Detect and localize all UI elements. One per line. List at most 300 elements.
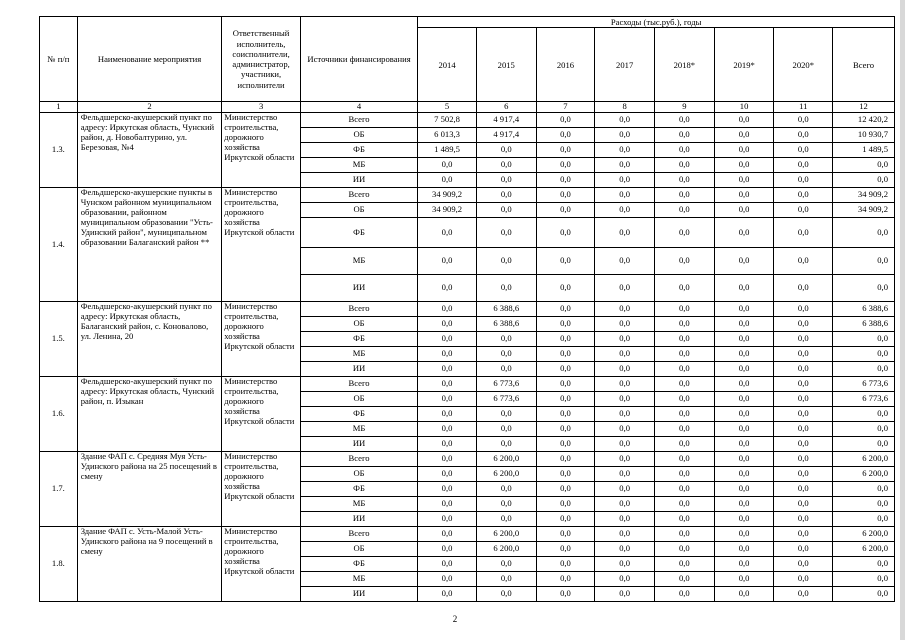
- header-expenses: Расходы (тыс.руб.), годы: [418, 17, 895, 28]
- year-value: 0,0: [418, 317, 477, 332]
- year-value: 0,0: [774, 332, 833, 347]
- year-value: 0,0: [536, 317, 595, 332]
- year-value: 0,0: [774, 482, 833, 497]
- responsible-executor: Министерство строительства, дорожного хозяйства Иркутской области: [222, 188, 301, 302]
- year-value: 0,0: [595, 143, 655, 158]
- year-value: 0,0: [418, 572, 477, 587]
- year-value: 6 200,0: [476, 542, 536, 557]
- total-value: 34 909,2: [833, 188, 895, 203]
- year-value: 0,0: [536, 572, 595, 587]
- scan-edge: [900, 0, 905, 640]
- year-value: 0,0: [774, 512, 833, 527]
- year-value: 0,0: [595, 317, 655, 332]
- funding-source: ФБ: [300, 143, 417, 158]
- year-value: 0,0: [655, 248, 715, 275]
- year-value: 0,0: [418, 467, 477, 482]
- funding-source: МБ: [300, 497, 417, 512]
- year-value: 0,0: [595, 497, 655, 512]
- year-value: 0,0: [476, 497, 536, 512]
- total-value: 6 200,0: [833, 527, 895, 542]
- header-year: 2017: [595, 28, 655, 102]
- total-value: 0,0: [833, 332, 895, 347]
- responsible-executor: Министерство строительства, дорожного хозяйства Иркутской области: [222, 302, 301, 377]
- funding-source: Всего: [300, 452, 417, 467]
- year-value: 0,0: [714, 128, 774, 143]
- funding-source: ФБ: [300, 557, 417, 572]
- year-value: 0,0: [476, 422, 536, 437]
- funding-source: Всего: [300, 527, 417, 542]
- year-value: 0,0: [418, 158, 477, 173]
- funding-source: МБ: [300, 347, 417, 362]
- activity-number: 1.5.: [40, 302, 78, 377]
- funding-source: ОБ: [300, 128, 417, 143]
- year-value: 0,0: [595, 377, 655, 392]
- funding-source: ИИ: [300, 437, 417, 452]
- total-value: 0,0: [833, 482, 895, 497]
- year-value: 0,0: [536, 143, 595, 158]
- column-number: 12: [833, 102, 895, 113]
- year-value: 0,0: [774, 497, 833, 512]
- year-value: 0,0: [536, 392, 595, 407]
- total-value: 0,0: [833, 512, 895, 527]
- year-value: 0,0: [774, 362, 833, 377]
- year-value: 0,0: [714, 218, 774, 248]
- year-value: 0,0: [655, 113, 715, 128]
- year-value: 0,0: [595, 248, 655, 275]
- responsible-executor: Министерство строительства, дорожного хозяйства Иркутской области: [222, 377, 301, 452]
- year-value: 0,0: [714, 203, 774, 218]
- year-value: 0,0: [476, 218, 536, 248]
- funding-source: МБ: [300, 248, 417, 275]
- year-value: 0,0: [655, 302, 715, 317]
- year-value: 0,0: [774, 437, 833, 452]
- total-value: 6 200,0: [833, 467, 895, 482]
- year-value: 0,0: [536, 542, 595, 557]
- funding-source: ОБ: [300, 542, 417, 557]
- total-value: 0,0: [833, 347, 895, 362]
- year-value: 0,0: [714, 512, 774, 527]
- year-value: 0,0: [536, 452, 595, 467]
- year-value: 6 200,0: [476, 467, 536, 482]
- year-value: 0,0: [536, 113, 595, 128]
- year-value: 6 773,6: [476, 377, 536, 392]
- column-number: 4: [300, 102, 417, 113]
- year-value: 0,0: [774, 452, 833, 467]
- funding-source: ИИ: [300, 275, 417, 302]
- year-value: 0,0: [536, 173, 595, 188]
- year-value: 0,0: [774, 347, 833, 362]
- header-source: Источники финансирования: [300, 17, 417, 102]
- year-value: 0,0: [595, 113, 655, 128]
- year-value: 0,0: [655, 203, 715, 218]
- year-value: 0,0: [595, 527, 655, 542]
- year-value: 6 200,0: [476, 527, 536, 542]
- year-value: 0,0: [774, 218, 833, 248]
- year-value: 0,0: [714, 452, 774, 467]
- year-value: 0,0: [595, 452, 655, 467]
- column-number: 6: [476, 102, 536, 113]
- year-value: 0,0: [595, 557, 655, 572]
- year-value: 0,0: [418, 557, 477, 572]
- funding-source: ОБ: [300, 392, 417, 407]
- year-value: 0,0: [774, 173, 833, 188]
- year-value: 0,0: [655, 452, 715, 467]
- year-value: 0,0: [714, 347, 774, 362]
- year-value: 0,0: [476, 482, 536, 497]
- activity-number: 1.7.: [40, 452, 78, 527]
- year-value: 0,0: [714, 482, 774, 497]
- activity-number: 1.6.: [40, 377, 78, 452]
- column-number: 1: [40, 102, 78, 113]
- funding-source: МБ: [300, 422, 417, 437]
- header-year: 2014: [418, 28, 477, 102]
- total-value: 0,0: [833, 422, 895, 437]
- year-value: 0,0: [595, 173, 655, 188]
- year-value: 0,0: [476, 203, 536, 218]
- year-value: 0,0: [536, 302, 595, 317]
- year-value: 0,0: [714, 173, 774, 188]
- year-value: 0,0: [536, 587, 595, 602]
- year-value: 0,0: [714, 275, 774, 302]
- year-value: 0,0: [595, 482, 655, 497]
- year-value: 0,0: [595, 203, 655, 218]
- year-value: 0,0: [476, 332, 536, 347]
- funding-source: ИИ: [300, 362, 417, 377]
- year-value: 0,0: [595, 392, 655, 407]
- year-value: 0,0: [595, 587, 655, 602]
- total-value: 0,0: [833, 557, 895, 572]
- year-value: 0,0: [774, 113, 833, 128]
- year-value: 0,0: [714, 248, 774, 275]
- table-row: [40, 527, 895, 542]
- year-value: 0,0: [418, 512, 477, 527]
- budget-table: [39, 16, 895, 602]
- year-value: 6 388,6: [476, 317, 536, 332]
- table-row: [40, 452, 895, 467]
- year-value: 0,0: [476, 188, 536, 203]
- year-value: 0,0: [536, 512, 595, 527]
- year-value: 0,0: [714, 422, 774, 437]
- year-value: 0,0: [476, 158, 536, 173]
- funding-source: ФБ: [300, 482, 417, 497]
- year-value: 0,0: [595, 467, 655, 482]
- year-value: 0,0: [418, 527, 477, 542]
- header-total: Всего: [833, 28, 895, 102]
- header-year: 2016: [536, 28, 595, 102]
- activity-name: Здание ФАП с. Средняя Муя Усть-Удинского района на 25 посещений в смену: [77, 452, 222, 527]
- funding-source: ИИ: [300, 173, 417, 188]
- table-row: [40, 302, 895, 317]
- funding-source: МБ: [300, 158, 417, 173]
- header-year: 2020*: [774, 28, 833, 102]
- year-value: 0,0: [476, 587, 536, 602]
- year-value: 0,0: [595, 347, 655, 362]
- year-value: 0,0: [536, 332, 595, 347]
- year-value: 0,0: [536, 482, 595, 497]
- total-value: 0,0: [833, 218, 895, 248]
- year-value: 0,0: [418, 347, 477, 362]
- total-value: 0,0: [833, 173, 895, 188]
- total-value: 0,0: [833, 275, 895, 302]
- year-value: 0,0: [714, 143, 774, 158]
- year-value: 0,0: [536, 347, 595, 362]
- funding-source: ОБ: [300, 317, 417, 332]
- year-value: 0,0: [774, 188, 833, 203]
- activity-name: Фельдшерско-акушерские пункты в Чунском районном муниципальном образовании, районном муниципальном образовании "Усть-Удинский район", муниципальном образовании Балаганский район **: [77, 188, 222, 302]
- year-value: 0,0: [595, 422, 655, 437]
- year-value: 0,0: [418, 407, 477, 422]
- year-value: 0,0: [714, 377, 774, 392]
- activity-number: 1.3.: [40, 113, 78, 188]
- activity-name: Фельдшерско-акушерский пункт по адресу: Иркутская область, Балаганский район, с. Коновалово, ул. Ленина, 20: [77, 302, 222, 377]
- total-value: 12 420,2: [833, 113, 895, 128]
- responsible-executor: Министерство строительства, дорожного хозяйства Иркутской области: [222, 452, 301, 527]
- year-value: 0,0: [418, 302, 477, 317]
- year-value: 0,0: [536, 377, 595, 392]
- funding-source: Всего: [300, 302, 417, 317]
- year-value: 0,0: [418, 437, 477, 452]
- funding-source: Всего: [300, 377, 417, 392]
- total-value: 6 773,6: [833, 392, 895, 407]
- year-value: 4 917,4: [476, 128, 536, 143]
- column-number: 7: [536, 102, 595, 113]
- funding-source: ФБ: [300, 407, 417, 422]
- year-value: 0,0: [774, 407, 833, 422]
- year-value: 0,0: [418, 332, 477, 347]
- year-value: 0,0: [714, 497, 774, 512]
- year-value: 0,0: [714, 158, 774, 173]
- year-value: 0,0: [595, 542, 655, 557]
- year-value: 4 917,4: [476, 113, 536, 128]
- year-value: 6 773,6: [476, 392, 536, 407]
- year-value: 0,0: [655, 557, 715, 572]
- column-number: 10: [714, 102, 774, 113]
- year-value: 0,0: [714, 113, 774, 128]
- year-value: 0,0: [774, 572, 833, 587]
- year-value: 0,0: [418, 497, 477, 512]
- year-value: 0,0: [655, 332, 715, 347]
- year-value: 0,0: [714, 392, 774, 407]
- year-value: 0,0: [714, 317, 774, 332]
- year-value: 0,0: [774, 158, 833, 173]
- year-value: 0,0: [774, 542, 833, 557]
- year-value: 0,0: [536, 275, 595, 302]
- year-value: 0,0: [774, 203, 833, 218]
- header-year: 2015: [476, 28, 536, 102]
- year-value: 0,0: [476, 572, 536, 587]
- year-value: 0,0: [536, 362, 595, 377]
- year-value: 0,0: [476, 275, 536, 302]
- year-value: 0,0: [774, 275, 833, 302]
- year-value: 0,0: [536, 437, 595, 452]
- column-number: 9: [655, 102, 715, 113]
- year-value: 0,0: [714, 302, 774, 317]
- header-year: 2019*: [714, 28, 774, 102]
- year-value: 1 489,5: [418, 143, 477, 158]
- total-value: 0,0: [833, 587, 895, 602]
- year-value: 0,0: [714, 362, 774, 377]
- total-value: 34 909,2: [833, 203, 895, 218]
- year-value: 0,0: [418, 482, 477, 497]
- year-value: 0,0: [655, 143, 715, 158]
- total-value: 0,0: [833, 407, 895, 422]
- activity-name: Здание ФАП с. Усть-Малой Усть-Удинского района на 9 посещений в смену: [77, 527, 222, 602]
- total-value: 6 200,0: [833, 542, 895, 557]
- year-value: 7 502,8: [418, 113, 477, 128]
- year-value: 0,0: [536, 467, 595, 482]
- responsible-executor: Министерство строительства, дорожного хозяйства Иркутской области: [222, 113, 301, 188]
- year-value: 0,0: [418, 218, 477, 248]
- year-value: 0,0: [655, 188, 715, 203]
- year-value: 0,0: [774, 317, 833, 332]
- year-value: 0,0: [476, 347, 536, 362]
- year-value: 0,0: [714, 407, 774, 422]
- year-value: 0,0: [774, 248, 833, 275]
- year-value: 0,0: [418, 587, 477, 602]
- year-value: 0,0: [714, 467, 774, 482]
- total-value: 10 930,7: [833, 128, 895, 143]
- year-value: 0,0: [714, 437, 774, 452]
- year-value: 0,0: [595, 572, 655, 587]
- page-number: 2: [452, 614, 458, 624]
- year-value: 0,0: [774, 128, 833, 143]
- total-value: 6 773,6: [833, 377, 895, 392]
- year-value: 0,0: [655, 377, 715, 392]
- year-value: 0,0: [774, 143, 833, 158]
- year-value: 0,0: [655, 128, 715, 143]
- year-value: 0,0: [774, 377, 833, 392]
- year-value: 0,0: [655, 275, 715, 302]
- year-value: 0,0: [655, 437, 715, 452]
- year-value: 0,0: [595, 275, 655, 302]
- funding-source: ФБ: [300, 332, 417, 347]
- year-value: 0,0: [536, 158, 595, 173]
- year-value: 0,0: [655, 587, 715, 602]
- year-value: 0,0: [476, 248, 536, 275]
- year-value: 0,0: [595, 437, 655, 452]
- year-value: 0,0: [655, 497, 715, 512]
- year-value: 0,0: [714, 542, 774, 557]
- funding-source: ОБ: [300, 467, 417, 482]
- column-number: 11: [774, 102, 833, 113]
- year-value: 0,0: [655, 347, 715, 362]
- year-value: 0,0: [536, 422, 595, 437]
- year-value: 0,0: [536, 248, 595, 275]
- year-value: 0,0: [655, 542, 715, 557]
- column-number: 5: [418, 102, 477, 113]
- total-value: 6 388,6: [833, 302, 895, 317]
- year-value: 34 909,2: [418, 203, 477, 218]
- year-value: 0,0: [655, 407, 715, 422]
- year-value: 0,0: [476, 143, 536, 158]
- year-value: 0,0: [418, 392, 477, 407]
- total-value: 0,0: [833, 437, 895, 452]
- year-value: 0,0: [774, 422, 833, 437]
- total-value: 0,0: [833, 158, 895, 173]
- year-value: 0,0: [418, 452, 477, 467]
- total-value: 0,0: [833, 572, 895, 587]
- year-value: 0,0: [536, 497, 595, 512]
- funding-source: ИИ: [300, 587, 417, 602]
- year-value: 0,0: [536, 188, 595, 203]
- funding-source: МБ: [300, 572, 417, 587]
- year-value: 0,0: [476, 437, 536, 452]
- activity-number: 1.8.: [40, 527, 78, 602]
- year-value: 6 013,3: [418, 128, 477, 143]
- year-value: 0,0: [595, 512, 655, 527]
- year-value: 0,0: [774, 467, 833, 482]
- year-value: 0,0: [714, 527, 774, 542]
- year-value: 0,0: [774, 587, 833, 602]
- activity-name: Фельдшерско-акушерский пункт по адресу: Иркутская область, Чунский район, д. Новобалтурино, ул. Березовая, №4: [77, 113, 222, 188]
- year-value: 0,0: [536, 557, 595, 572]
- year-value: 0,0: [655, 572, 715, 587]
- year-value: 0,0: [595, 218, 655, 248]
- funding-source: Всего: [300, 113, 417, 128]
- year-value: 0,0: [595, 158, 655, 173]
- year-value: 0,0: [655, 218, 715, 248]
- funding-source: ИИ: [300, 512, 417, 527]
- year-value: 0,0: [655, 362, 715, 377]
- year-value: 0,0: [476, 512, 536, 527]
- year-value: 0,0: [418, 422, 477, 437]
- year-value: 0,0: [655, 392, 715, 407]
- column-number: 8: [595, 102, 655, 113]
- year-value: 0,0: [655, 467, 715, 482]
- year-value: 0,0: [536, 407, 595, 422]
- year-value: 0,0: [476, 173, 536, 188]
- year-value: 0,0: [714, 188, 774, 203]
- year-value: 0,0: [774, 527, 833, 542]
- year-value: 0,0: [536, 203, 595, 218]
- table-row: [40, 377, 895, 392]
- year-value: 0,0: [595, 332, 655, 347]
- year-value: 0,0: [655, 482, 715, 497]
- year-value: 0,0: [595, 188, 655, 203]
- funding-source: ФБ: [300, 218, 417, 248]
- year-value: 0,0: [418, 362, 477, 377]
- year-value: 0,0: [714, 332, 774, 347]
- year-value: 0,0: [476, 557, 536, 572]
- total-value: 0,0: [833, 362, 895, 377]
- header-num: № п/п: [40, 17, 78, 102]
- year-value: 0,0: [774, 302, 833, 317]
- column-number: 2: [77, 102, 222, 113]
- year-value: 0,0: [536, 218, 595, 248]
- year-value: 0,0: [595, 128, 655, 143]
- table-row: [40, 113, 895, 128]
- year-value: 0,0: [655, 317, 715, 332]
- year-value: 34 909,2: [418, 188, 477, 203]
- year-value: 0,0: [418, 173, 477, 188]
- header-responsible: Ответственный исполнитель, соисполнители, администратор, участники, исполнители: [222, 17, 301, 102]
- year-value: 0,0: [714, 587, 774, 602]
- total-value: 1 489,5: [833, 143, 895, 158]
- year-value: 0,0: [774, 557, 833, 572]
- year-value: 0,0: [418, 248, 477, 275]
- year-value: 0,0: [714, 572, 774, 587]
- year-value: 0,0: [418, 275, 477, 302]
- year-value: 0,0: [595, 407, 655, 422]
- year-value: 0,0: [655, 173, 715, 188]
- year-value: 0,0: [536, 527, 595, 542]
- year-value: 0,0: [418, 542, 477, 557]
- total-value: 0,0: [833, 248, 895, 275]
- activity-name: Фельдшерско-акушерский пункт по адресу: Иркутская область, Чунский район, п. Изыкан: [77, 377, 222, 452]
- funding-source: Всего: [300, 188, 417, 203]
- year-value: 0,0: [655, 512, 715, 527]
- total-value: 6 388,6: [833, 317, 895, 332]
